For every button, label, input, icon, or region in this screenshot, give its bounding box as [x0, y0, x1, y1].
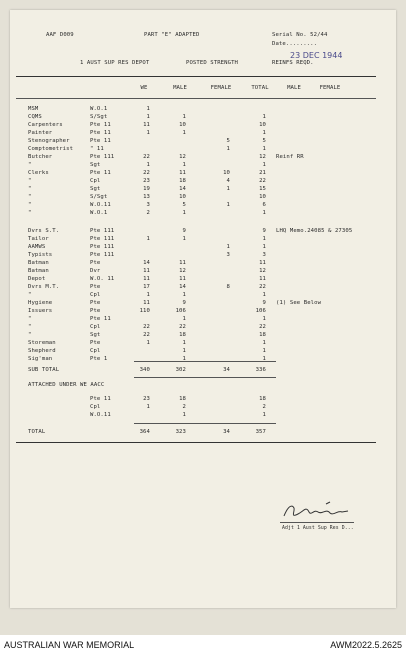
row-rank: Pte 111: [90, 228, 115, 234]
attached-male: 2: [182, 404, 186, 410]
row-male: 11: [179, 260, 186, 266]
col-reinf-male: MALE: [287, 85, 301, 91]
date-label: Date.........: [272, 41, 318, 47]
row-male: 10: [179, 194, 186, 200]
row-total: 106: [255, 308, 266, 314]
row-total: 1: [262, 340, 266, 346]
row-rank: Cpl: [90, 292, 101, 298]
row-role: Batman: [28, 268, 49, 274]
row-role: MSM: [28, 106, 39, 112]
row-male: 14: [179, 186, 186, 192]
row-male: 1: [182, 340, 186, 346]
attached-label: ATTACHED UNDER WE AACC: [28, 382, 105, 388]
row-we: 1: [146, 236, 150, 242]
row-male: 106: [175, 308, 186, 314]
row-total: 18: [259, 332, 266, 338]
attached-total: 1: [262, 412, 266, 418]
row-rank: Pte 111: [90, 236, 115, 242]
row-role: ": [28, 178, 32, 184]
total-rule: [134, 423, 276, 424]
row-role: ": [28, 194, 32, 200]
row-we: 3: [146, 202, 150, 208]
row-rank: Sgt: [90, 186, 101, 192]
row-male: 22: [179, 324, 186, 330]
row-total: 1: [262, 210, 266, 216]
row-role: Dvrs M.T.: [28, 284, 60, 290]
row-role: Depot: [28, 276, 46, 282]
row-total: 10: [259, 122, 266, 128]
row-role: Comptometrist: [28, 146, 74, 152]
subtotal-label: SUB TOTAL: [28, 367, 60, 373]
row-role: AAMWS: [28, 244, 46, 250]
row-rank: W.O.1: [90, 210, 108, 216]
row-male: 1: [182, 210, 186, 216]
row-role: Typists: [28, 252, 53, 258]
row-total: 1: [262, 348, 266, 354]
row-role: Sig'man: [28, 356, 53, 362]
row-male: 18: [179, 332, 186, 338]
row-role: ": [28, 210, 32, 216]
row-total: 10: [259, 194, 266, 200]
row-rank: Sgt: [90, 332, 101, 338]
row-total: 1: [262, 146, 266, 152]
row-rank: W.O.1: [90, 106, 108, 112]
row-female: 1: [226, 202, 230, 208]
row-total: 15: [259, 186, 266, 192]
col-reinf-female: FEMALE: [319, 85, 341, 91]
row-role: Tailor: [28, 236, 49, 242]
row-rank: Pte 11: [90, 130, 111, 136]
col-male: MALE: [173, 85, 187, 91]
row-total: 1: [262, 236, 266, 242]
signature-line: [280, 522, 354, 523]
row-total: 1: [262, 316, 266, 322]
form-title: PART "E" ADAPTED: [144, 32, 200, 38]
form-number: AAF D009: [46, 32, 74, 38]
attached-we: 23: [143, 396, 150, 402]
row-role: ": [28, 162, 32, 168]
row-total: 21: [259, 170, 266, 176]
row-role: ": [28, 292, 32, 298]
row-total: 1: [262, 130, 266, 136]
row-male: 1: [182, 316, 186, 322]
row-we: 11: [143, 268, 150, 274]
row-rank: W.O.11: [90, 202, 111, 208]
row-total: 12: [259, 154, 266, 160]
row-role: ": [28, 324, 32, 330]
row-we: 110: [139, 308, 150, 314]
row-total: 22: [259, 178, 266, 184]
total-label: TOTAL: [28, 429, 46, 435]
row-remark: LHQ Memo.24085 & 27305: [276, 228, 353, 234]
row-we: 1: [146, 162, 150, 168]
attached-total: 2: [262, 404, 266, 410]
row-role: Storeman: [28, 340, 56, 346]
row-rank: Pte 1: [90, 356, 108, 362]
reinforcements-heading: REINFS REQD.: [272, 60, 314, 66]
row-male: 1: [182, 130, 186, 136]
row-we: 22: [143, 154, 150, 160]
row-female: 10: [223, 170, 230, 176]
row-rank: Pte: [90, 260, 101, 266]
signature-mark: [278, 500, 358, 522]
attached-rank: W.O.11: [90, 412, 111, 418]
row-rank: Pte 11: [90, 170, 111, 176]
row-male: 1: [182, 356, 186, 362]
row-male: 9: [182, 300, 186, 306]
row-total: 9: [262, 228, 266, 234]
row-role: Stenographer: [28, 138, 70, 144]
row-male: 18: [179, 178, 186, 184]
row-role: Issuers: [28, 308, 53, 314]
serial-number: Serial No. 52/44: [272, 32, 328, 38]
archive-reference: AWM2022.5.2625: [330, 640, 402, 650]
row-rank: Sgt: [90, 162, 101, 168]
subtotal-female: 34: [223, 367, 230, 373]
row-total: 11: [259, 276, 266, 282]
row-rank: " 11: [90, 146, 104, 152]
row-role: CQMS: [28, 114, 42, 120]
row-total: 1: [262, 162, 266, 168]
row-we: 22: [143, 170, 150, 176]
row-rank: Pte 111: [90, 244, 115, 250]
subtotal-we: 340: [139, 367, 150, 373]
row-rank: Pte 11: [90, 316, 111, 322]
row-total: 12: [259, 268, 266, 274]
attached-we: 1: [146, 404, 150, 410]
total-we: 364: [139, 429, 150, 435]
row-role: Carpenters: [28, 122, 63, 128]
attached-rank: Cpl: [90, 404, 101, 410]
row-total: 9: [262, 300, 266, 306]
row-we: 22: [143, 324, 150, 330]
row-rank: Cpl: [90, 178, 101, 184]
attached-male: 18: [179, 396, 186, 402]
unit-name: 1 AUST SUP RES DEPOT: [80, 60, 150, 66]
row-male: 9: [182, 228, 186, 234]
row-we: 11: [143, 276, 150, 282]
archive-name: AUSTRALIAN WAR MEMORIAL: [4, 640, 135, 650]
column-header-rule: [16, 98, 376, 99]
header-rule: [16, 76, 376, 77]
row-we: 1: [146, 106, 150, 112]
row-rank: W.O. 11: [90, 276, 115, 282]
total-total: 357: [255, 429, 266, 435]
row-we: 1: [146, 130, 150, 136]
row-role: Painter: [28, 130, 53, 136]
date-stamp: 23 DEC 1944: [290, 51, 343, 60]
row-we: 17: [143, 284, 150, 290]
row-role: Butcher: [28, 154, 53, 160]
row-we: 22: [143, 332, 150, 338]
row-rank: S/Sgt: [90, 114, 108, 120]
row-female: 8: [226, 284, 230, 290]
attached-rank: Pte 11: [90, 396, 111, 402]
row-male: 11: [179, 170, 186, 176]
row-female: 3: [226, 252, 230, 258]
row-we: 14: [143, 260, 150, 266]
attached-total: 18: [259, 396, 266, 402]
col-we: WE: [140, 85, 148, 91]
row-total: 1: [262, 356, 266, 362]
row-male: 12: [179, 268, 186, 274]
row-rank: Pte 11: [90, 138, 111, 144]
row-we: 13: [143, 194, 150, 200]
row-female: 5: [226, 138, 230, 144]
row-rank: Pte 11: [90, 122, 111, 128]
row-we: 1: [146, 114, 150, 120]
row-role: ": [28, 332, 32, 338]
row-total: 5: [262, 138, 266, 144]
row-rank: Pte: [90, 308, 101, 314]
row-male: 14: [179, 284, 186, 290]
row-male: 1: [182, 292, 186, 298]
subtotal-male: 302: [175, 367, 186, 373]
total-rule-lower: [16, 442, 376, 443]
row-rank: Pte: [90, 300, 101, 306]
row-rank: Cpl: [90, 348, 101, 354]
row-male: 1: [182, 114, 186, 120]
row-male: 1: [182, 348, 186, 354]
row-total: 22: [259, 284, 266, 290]
row-role: ": [28, 186, 32, 192]
row-total: 11: [259, 260, 266, 266]
attached-male: 1: [182, 412, 186, 418]
row-remark: Reinf RR: [276, 154, 304, 160]
total-male: 323: [175, 429, 186, 435]
row-we: 11: [143, 300, 150, 306]
row-role: Hygiene: [28, 300, 53, 306]
signature-title: Adjt 1 Aust Sup Res D...: [282, 526, 354, 531]
row-role: ": [28, 202, 32, 208]
subtotal-rule-lower: [134, 377, 276, 378]
row-male: 11: [179, 276, 186, 282]
document-page: [10, 10, 396, 608]
row-male: 10: [179, 122, 186, 128]
row-role: Dvrs S.T.: [28, 228, 60, 234]
row-female: 1: [226, 186, 230, 192]
row-female: 4: [226, 178, 230, 184]
row-male: 1: [182, 162, 186, 168]
row-rank: Pte 111: [90, 154, 115, 160]
row-female: 1: [226, 244, 230, 250]
total-female: 34: [223, 429, 230, 435]
row-male: 1: [182, 236, 186, 242]
subtotal-total: 336: [255, 367, 266, 373]
row-role: ": [28, 316, 32, 322]
row-rank: S/Sgt: [90, 194, 108, 200]
row-male: 12: [179, 154, 186, 160]
col-female: FEMALE: [210, 85, 232, 91]
row-rank: Dvr: [90, 268, 101, 274]
subtotal-rule: [134, 361, 276, 362]
row-we: 11: [143, 122, 150, 128]
row-role: Batman: [28, 260, 49, 266]
row-total: 1: [262, 114, 266, 120]
row-male: 5: [182, 202, 186, 208]
row-remark: (1) See Below: [276, 300, 322, 306]
row-we: 19: [143, 186, 150, 192]
row-role: Shepherd: [28, 348, 56, 354]
row-total: 22: [259, 324, 266, 330]
row-we: 23: [143, 178, 150, 184]
posted-strength-heading: POSTED STRENGTH: [186, 60, 239, 66]
row-role: Clerks: [28, 170, 49, 176]
row-rank: Cpl: [90, 324, 101, 330]
row-total: 6: [262, 202, 266, 208]
row-total: 1: [262, 292, 266, 298]
row-we: 1: [146, 292, 150, 298]
row-rank: Pte 111: [90, 252, 115, 258]
row-rank: Pte: [90, 284, 101, 290]
row-we: 1: [146, 340, 150, 346]
row-rank: Pte: [90, 340, 101, 346]
archive-footer: [0, 635, 406, 653]
row-total: 1: [262, 244, 266, 250]
col-total: TOTAL: [251, 85, 269, 91]
row-female: 1: [226, 146, 230, 152]
row-we: 2: [146, 210, 150, 216]
row-total: 3: [262, 252, 266, 258]
